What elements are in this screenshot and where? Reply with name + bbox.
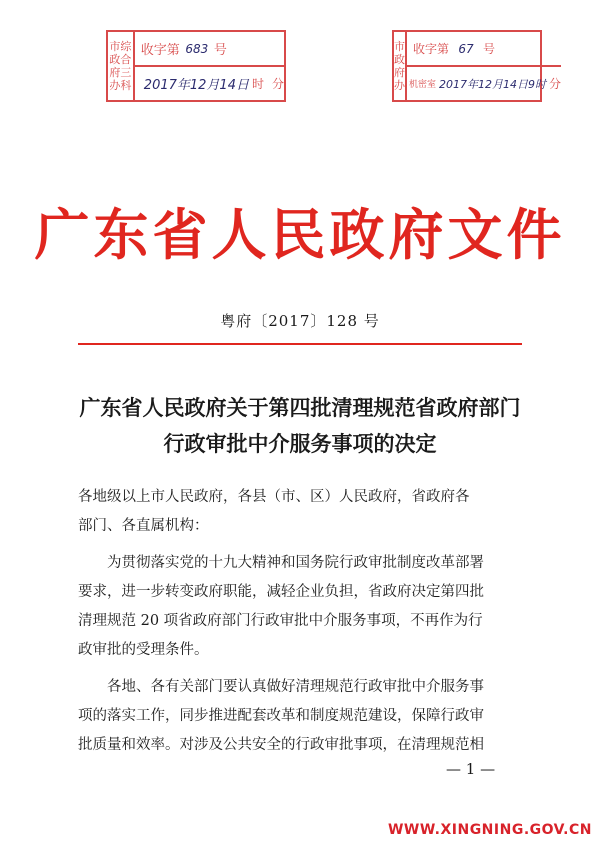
paragraph-1 bbox=[78, 549, 522, 665]
body-line: 批质量和效率。对涉及公共安全的行政审批事项，在清理规范相 bbox=[78, 737, 484, 753]
body-line: 部门、各直属机构： bbox=[78, 518, 209, 534]
receipt-stamp-left bbox=[106, 30, 286, 102]
addressee bbox=[78, 483, 522, 541]
stamp-minute-unit: 分 bbox=[271, 77, 284, 91]
body-line: 项的落实工作，同步推进配套改革和制度规范建设，保障行政审 bbox=[78, 708, 484, 724]
stamp-org-char: 办科 bbox=[109, 79, 132, 92]
stamp-label: 收字第 bbox=[140, 43, 180, 58]
stamp-hour-unit: 时 bbox=[251, 77, 264, 91]
document-masthead: 广东省人民政府文件 bbox=[34, 202, 566, 267]
stamp-date: 2017年12月14日 bbox=[143, 78, 249, 93]
stamp-number-row bbox=[407, 32, 561, 67]
stamp-org-char: 政合 bbox=[109, 53, 132, 66]
stamp-number-unit: 号 bbox=[213, 43, 227, 58]
body-line: 要求，进一步转变政府职能，减轻企业负担，省政府决定第四批 bbox=[78, 584, 484, 600]
stamp-org-char: 府 bbox=[394, 66, 405, 79]
stamp-org-char: 办 bbox=[394, 79, 405, 92]
document-number: 粤府〔2017〕128 号 bbox=[220, 312, 380, 330]
title-line: 广东省人民政府关于第四批清理规范省政府部门 bbox=[79, 395, 521, 420]
stamp-number-unit: 号 bbox=[483, 42, 496, 56]
stamp-number-row bbox=[135, 32, 284, 67]
body-line: 各地级以上市人民政府，各县（市、区）人民政府，省政府各 bbox=[78, 489, 470, 505]
site-watermark: WWW.XINGNING.GOV.CN bbox=[387, 822, 592, 838]
body-line: 为贯彻落实党的十九大精神和国务院行政审批制度改革部署 bbox=[107, 555, 484, 571]
document-title bbox=[60, 390, 540, 462]
paragraph-2 bbox=[78, 673, 522, 760]
stamp-label-extra: 机密室 bbox=[409, 80, 437, 90]
stamp-body bbox=[135, 32, 284, 100]
body-line: 政审批的受理条件。 bbox=[78, 642, 209, 658]
stamp-org-char: 市 bbox=[394, 40, 405, 53]
stamp-org-char: 府三 bbox=[109, 66, 132, 79]
title-line: 行政审批中介服务事项的决定 bbox=[163, 431, 437, 456]
stamp-label: 收字第 bbox=[413, 42, 450, 56]
red-divider-line bbox=[78, 343, 522, 345]
body-line: 各地、各有关部门要认真做好清理规范行政审批中介服务事 bbox=[107, 679, 484, 695]
stamp-org-char: 市综 bbox=[109, 40, 132, 53]
stamp-org-column bbox=[394, 32, 407, 100]
page-number: — 1 — bbox=[446, 760, 496, 778]
stamp-org-column bbox=[108, 32, 135, 100]
stamp-date-row bbox=[407, 67, 561, 100]
stamp-number: 67 bbox=[458, 41, 474, 56]
document-body bbox=[78, 483, 522, 760]
receipt-stamp-right bbox=[392, 30, 562, 102]
body-line: 清理规范 20 项省政府部门行政审批中介服务事项，不再作为行 bbox=[78, 613, 483, 629]
stamp-org-char: 政 bbox=[394, 53, 405, 66]
stamp-number: 683 bbox=[185, 41, 209, 56]
stamp-date: 2017年12月14日9时 bbox=[439, 77, 547, 91]
stamp-date-row bbox=[135, 67, 284, 100]
stamp-body bbox=[407, 32, 561, 100]
stamp-minute-unit: 分 bbox=[549, 77, 562, 91]
